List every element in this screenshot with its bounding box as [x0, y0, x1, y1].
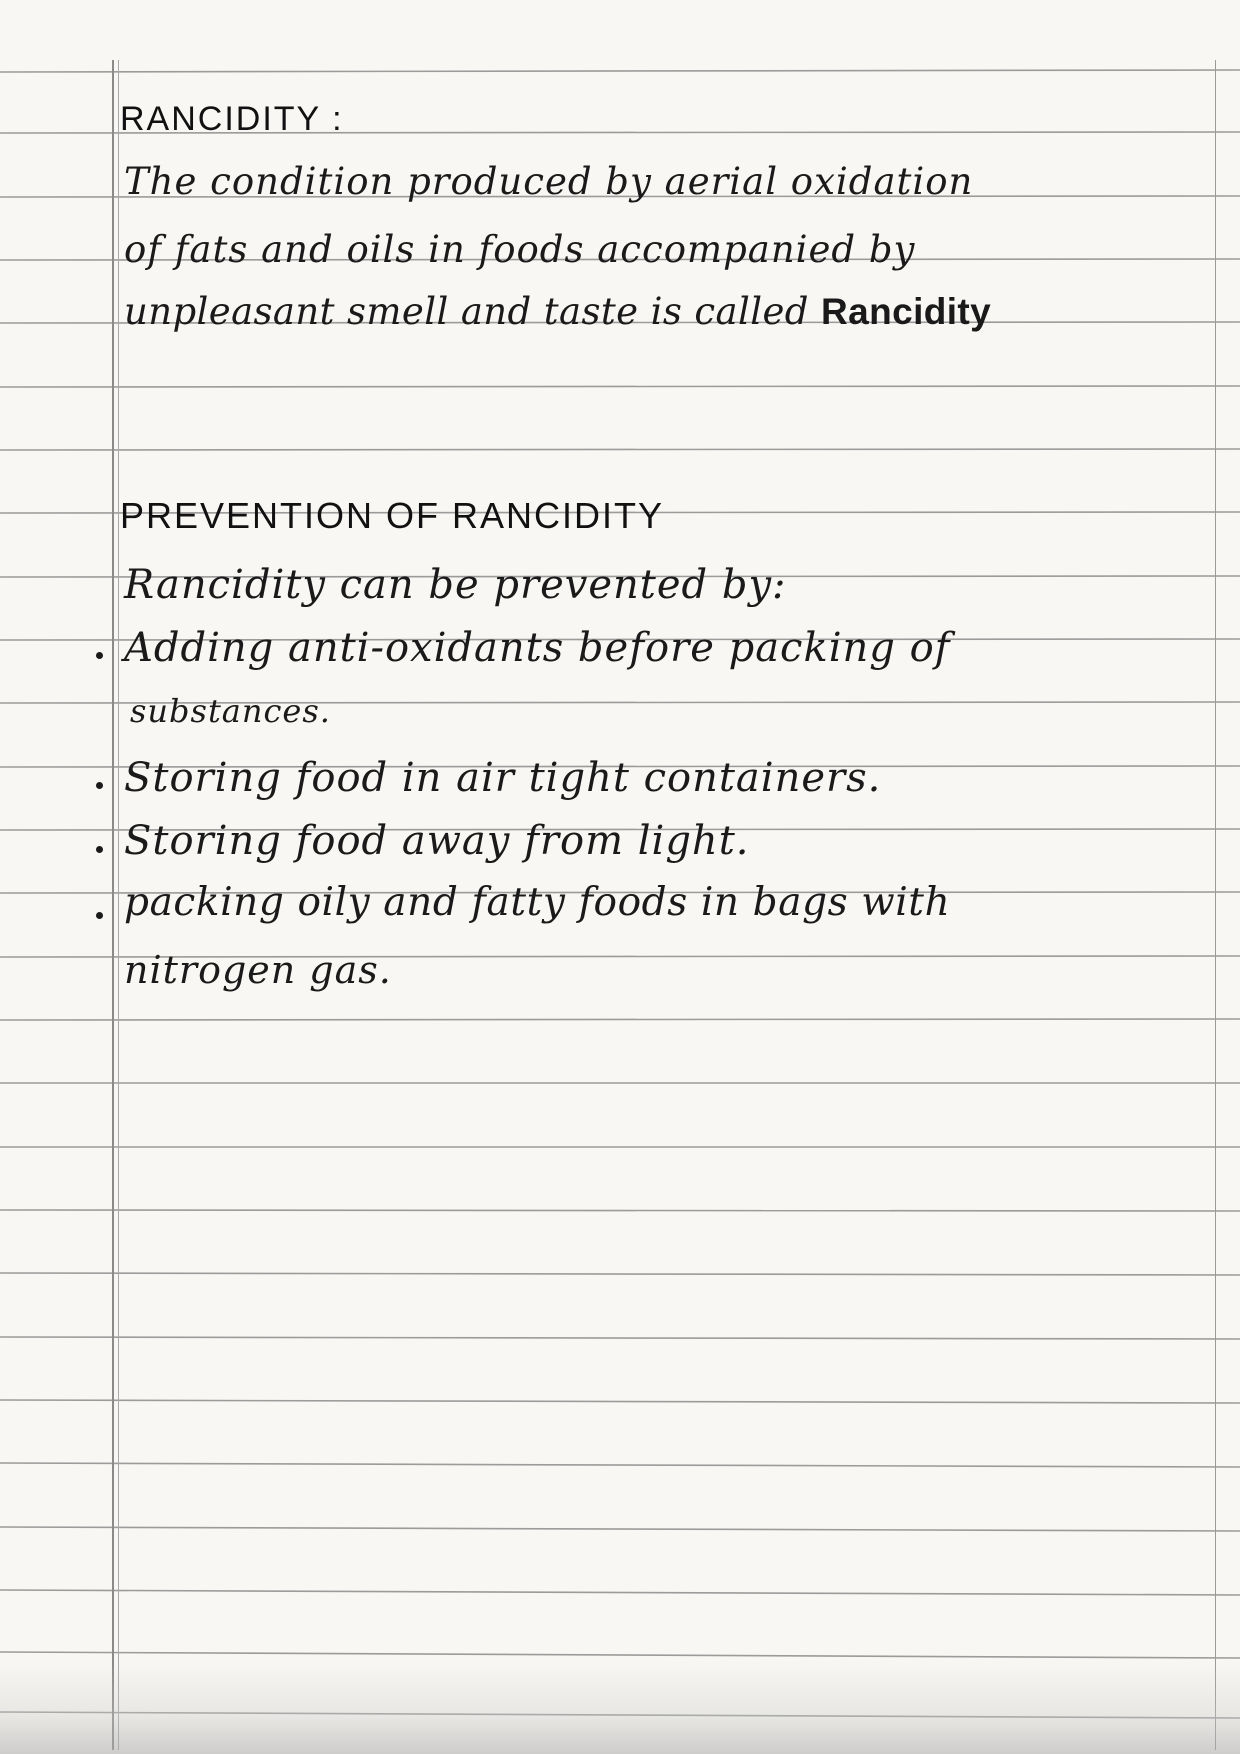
- bullet-4-line-1: packing oily and fatty foods in bags with: [124, 880, 951, 925]
- scan-shadow: [0, 1660, 1240, 1754]
- heading-rancidity: RANCIDITY :: [120, 100, 344, 138]
- page-right-edge: [1215, 60, 1216, 1750]
- margin-line: [112, 60, 114, 1750]
- definition-line-3-text: unpleasant smell and taste is called: [124, 290, 821, 333]
- bullet-1-line-2: substances.: [130, 692, 331, 730]
- definition-term-rancidity: Rancidity: [821, 291, 992, 332]
- definition-line-1: The condition produced by aerial oxidation: [124, 160, 974, 203]
- bullet-dot-4: [96, 912, 103, 919]
- margin-line-inner: [118, 60, 119, 1750]
- bullet-4-line-2: nitrogen gas.: [124, 948, 392, 992]
- bullet-1-line-1: Adding anti-oxidants before packing of: [124, 625, 951, 671]
- bullet-3: Storing food away from light.: [124, 818, 750, 864]
- heading-prevention: PREVENTION OF RANCIDITY: [120, 495, 665, 536]
- bullet-dot-1: [96, 652, 103, 659]
- bullet-2: Storing food in air tight containers.: [124, 755, 882, 801]
- definition-line-3: [124, 290, 991, 333]
- definition-line-2: of fats and oils in foods accompanied by: [124, 228, 916, 271]
- prevention-intro: Rancidity can be prevented by:: [124, 562, 787, 608]
- bullet-dot-2: [96, 782, 103, 789]
- bullet-dot-3: [96, 846, 103, 853]
